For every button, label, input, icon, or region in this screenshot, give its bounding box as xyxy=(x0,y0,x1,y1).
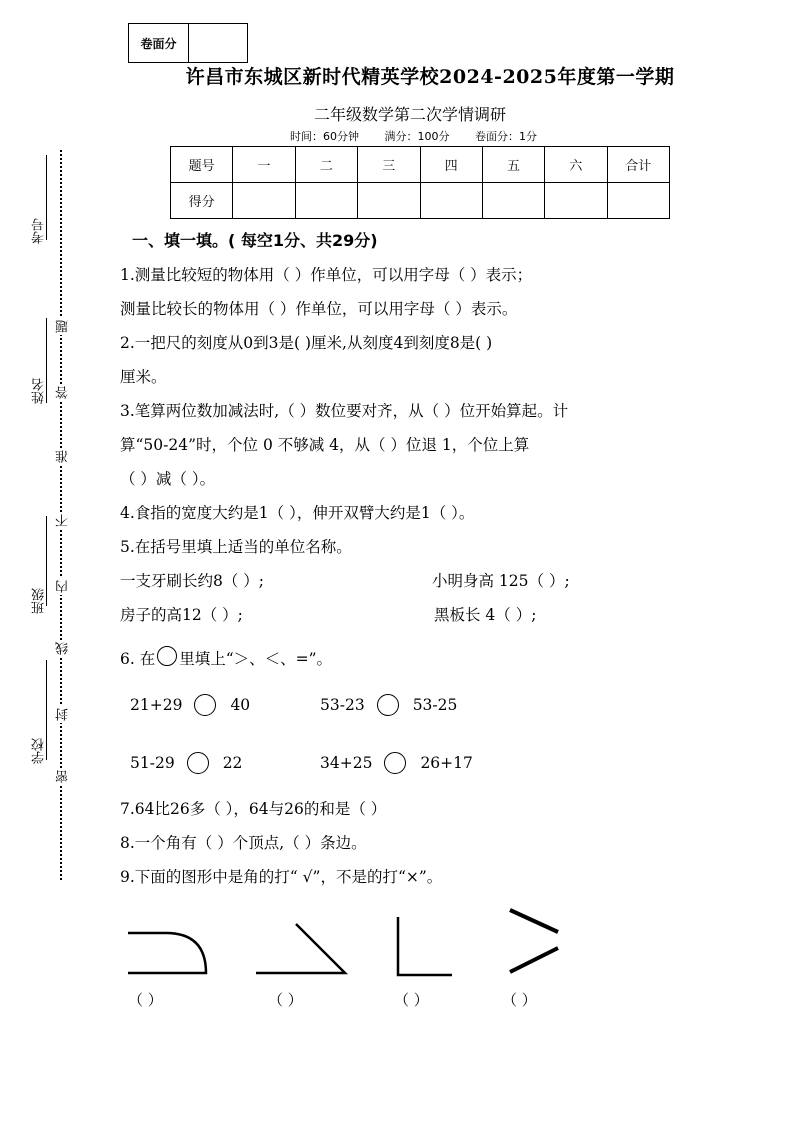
seal-char: 线 xyxy=(56,642,71,655)
class-label: 班级 xyxy=(32,588,47,614)
compare-row xyxy=(130,734,730,792)
score-cell[interactable] xyxy=(545,183,607,219)
open-lines-upper xyxy=(510,910,558,932)
question-5-row1 xyxy=(120,564,730,598)
question-3c: （ ）减（ ）。 xyxy=(120,470,216,488)
compare-right: 26+17 xyxy=(420,754,473,772)
compare-row xyxy=(130,676,730,734)
compare-right: 22 xyxy=(222,754,243,772)
school-label: 学校 xyxy=(32,738,47,764)
score-cell[interactable] xyxy=(233,183,295,219)
grade-header-cell: 题号 xyxy=(171,147,233,183)
question-5-item: 一支牙刷长约8（ ）; xyxy=(120,572,265,590)
compare-left: 51-29 xyxy=(130,754,175,772)
compare-left: 21+29 xyxy=(130,696,183,714)
compare-item xyxy=(130,688,320,722)
compare-circle[interactable] xyxy=(377,694,399,716)
exam-number-label: 考号 xyxy=(32,218,47,244)
question-5-item: 黑板长 4（ ）; xyxy=(434,606,537,624)
seal-char: 题 xyxy=(56,320,71,333)
compare-item xyxy=(320,688,457,722)
exam-time: 时间：60分钟 xyxy=(290,130,359,143)
grade-table-score-row xyxy=(171,183,670,219)
question-5-row2 xyxy=(120,598,730,632)
question-5-item: 小明身高 125（ ）; xyxy=(432,572,570,590)
school-title: 许昌市东城区新时代精英学校2024-2025年度第一学期 xyxy=(185,66,675,88)
compare-right: 40 xyxy=(230,696,251,714)
question-9: 9.下面的图形中是角的打“ √”，不是的打“×”。 xyxy=(120,868,443,886)
compare-right: 53-25 xyxy=(412,696,458,714)
compare-circle[interactable] xyxy=(384,752,406,774)
question-6-suffix: 里填上“＞、＜、=”。 xyxy=(179,650,333,668)
question-1a: 1.测量比较短的物体用（ ）作单位，可以用字母（ ）表示； xyxy=(120,266,533,284)
angle-figure-right xyxy=(398,917,452,975)
score-cell[interactable] xyxy=(607,183,669,219)
answer-paren[interactable]: （ ） xyxy=(268,991,303,1009)
curved-shape-figure xyxy=(128,933,206,973)
exam-number-line[interactable] xyxy=(46,155,47,240)
school-line[interactable] xyxy=(46,660,47,760)
compare-left: 34+25 xyxy=(320,754,373,772)
name-line[interactable] xyxy=(46,318,47,403)
seal-char: 答 xyxy=(56,386,71,399)
question-5: 5.在括号里填上适当的单位名称。 xyxy=(120,538,352,556)
question-8: 8.一个角有（ ）个顶点,（ ）条边。 xyxy=(120,834,367,852)
grade-header-cell: 合计 xyxy=(607,147,669,183)
open-lines-lower xyxy=(510,948,558,972)
grade-table xyxy=(170,146,670,219)
seal-char: 内 xyxy=(56,580,71,593)
angle-figure-acute xyxy=(256,924,345,973)
grade-header-cell: 二 xyxy=(295,147,357,183)
neatness-score-label: 卷面分 xyxy=(129,24,189,62)
score-cell[interactable] xyxy=(482,183,544,219)
score-row-label: 得分 xyxy=(171,183,233,219)
answer-paren[interactable]: （ ） xyxy=(394,991,429,1009)
seal-char: 密 xyxy=(56,770,71,783)
grade-header-cell: 三 xyxy=(358,147,420,183)
score-cell[interactable] xyxy=(358,183,420,219)
compare-left: 53-23 xyxy=(320,696,365,714)
grade-header-cell: 六 xyxy=(545,147,607,183)
seal-char: 封 xyxy=(56,708,71,721)
question-6 xyxy=(120,642,730,676)
compare-item xyxy=(130,746,320,780)
grade-header-cell: 五 xyxy=(482,147,544,183)
exam-neat-score: 卷面分：1分 xyxy=(475,130,537,143)
question-2b: 厘米。 xyxy=(120,368,167,386)
seal-char: 不 xyxy=(56,514,71,527)
question-4: 4.食指的宽度大约是1（ ），伸开双臂大约是1（ ）。 xyxy=(120,504,475,522)
section-heading: 一、填一填。( 每空1分、共29分) xyxy=(132,231,378,250)
exam-title: 二年级数学第二次学情调研 xyxy=(313,105,506,124)
score-cell[interactable] xyxy=(295,183,357,219)
exam-full-score: 满分：100分 xyxy=(384,130,450,143)
grade-header-cell: 四 xyxy=(420,147,482,183)
grade-header-cell: 一 xyxy=(233,147,295,183)
question-3b: 算“50-24”时，个位 0 不够减 4，从（ ）位退 1，个位上算 xyxy=(120,436,530,454)
compare-circle[interactable] xyxy=(187,752,209,774)
question-3a: 3.笔算两位数加减法时,（ ）数位要对齐，从（ ）位开始算起。计 xyxy=(120,402,569,420)
compare-item xyxy=(320,746,473,780)
exam-info xyxy=(290,128,590,144)
class-line[interactable] xyxy=(46,516,47,606)
question-2a: 2.一把尺的刻度从0到3是( )厘米,从刻度4到刻度8是( ) xyxy=(120,334,493,352)
question-7: 7.64比26多（ ），64与26的和是（ ） xyxy=(120,800,387,818)
grade-table-header-row xyxy=(171,147,670,183)
answer-paren[interactable]: （ ） xyxy=(502,991,537,1009)
answer-paren[interactable]: （ ） xyxy=(128,991,163,1009)
exam-content xyxy=(120,228,730,894)
question-1b: 测量比较长的物体用（ ）作单位，可以用字母（ ）表示。 xyxy=(120,300,518,318)
compare-circle[interactable] xyxy=(194,694,216,716)
score-cell[interactable] xyxy=(420,183,482,219)
question-5-item: 房子的高12（ ）; xyxy=(120,606,243,624)
seal-char: 准 xyxy=(56,450,71,463)
question-6-prefix: 6. 在 xyxy=(120,650,156,668)
neatness-score-box xyxy=(128,23,248,63)
name-label: 姓名 xyxy=(32,378,47,404)
circle-icon xyxy=(157,646,177,666)
